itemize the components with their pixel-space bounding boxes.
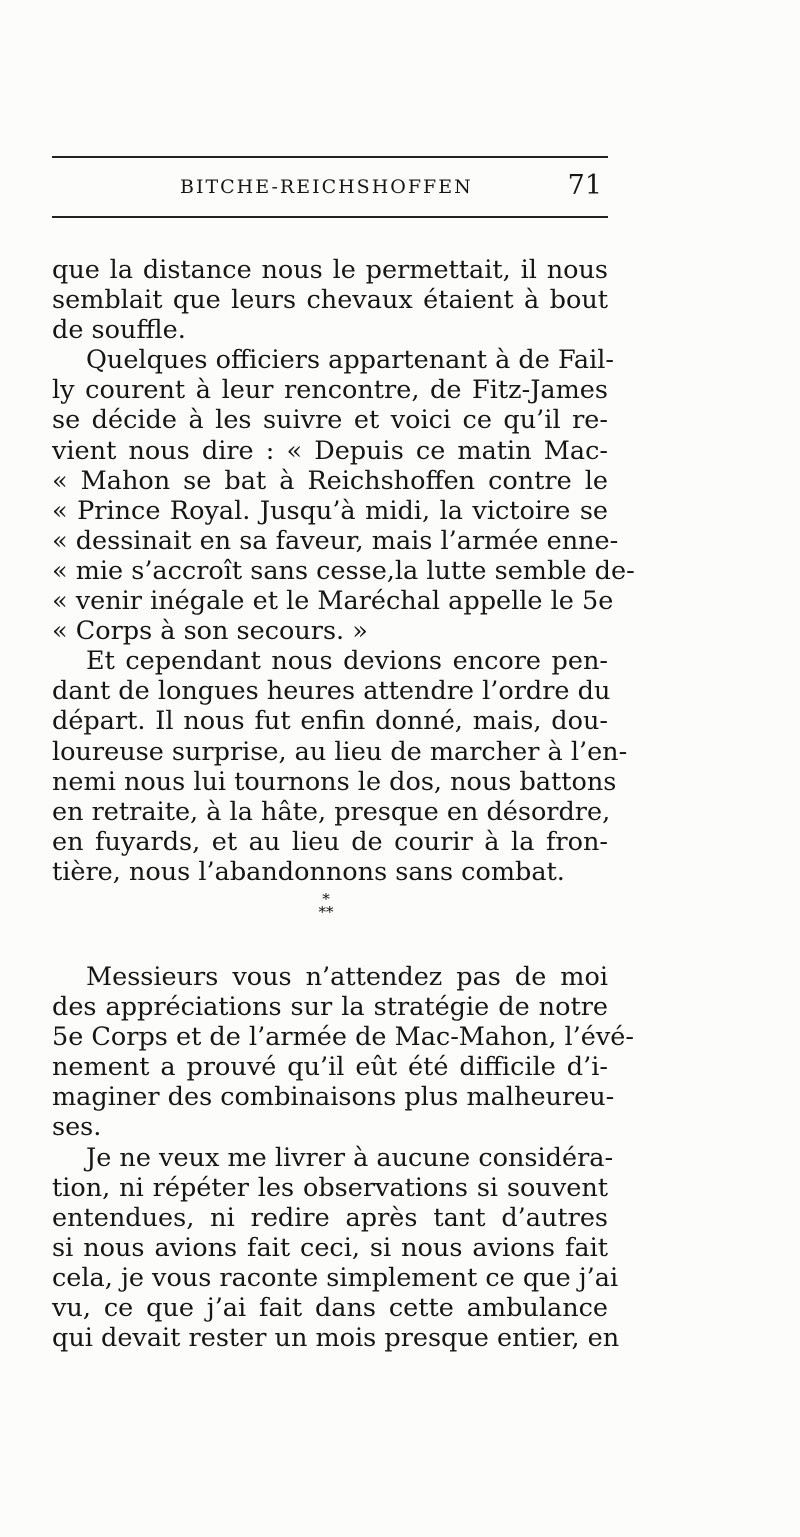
text-line: de souffle. (52, 315, 186, 346)
header-rule-top (52, 156, 608, 158)
text-line: Je ne veux me livrer à aucune considéra- (86, 1142, 614, 1173)
text-line: maginer des combinaisons plus malheureu- (52, 1082, 615, 1113)
running-title: BITCHE-REICHSHOFFEN (180, 176, 473, 198)
text-block-upper (52, 255, 635, 887)
text-line: semblait que leurs chevaux étaient à bout (52, 285, 608, 316)
text-line: des appréciations sur la stratégie de notre (52, 992, 608, 1023)
text-line: dant de longues heures attendre l’ordre du (52, 676, 611, 707)
text-line: « mie s’accroît sans cesse,la lutte semble de- (52, 555, 635, 586)
asterism-top: * (322, 890, 330, 908)
text-line: vu, ce que j’ai fait dans cette ambulance (52, 1293, 608, 1324)
text-line: « Prince Royal. Jusqu’à midi, la victoire se (52, 495, 608, 526)
asterism-separator (306, 890, 346, 933)
text-line: nemi nous lui tournons le dos, nous battons (52, 766, 617, 797)
text-line: Messieurs vous n’attendez pas de moi (86, 962, 608, 992)
asterism-bottom: ** (318, 903, 334, 921)
text-line: vient nous dire : « Depuis ce matin Mac- (52, 435, 608, 466)
text-line: en fuyards, et au lieu de courir à la fron- (52, 826, 608, 857)
text-line: que la distance nous le permettait, il nous (52, 255, 608, 285)
running-head (52, 170, 608, 204)
text-line: en retraite, à la hâte, presque en désordre, (52, 796, 611, 827)
text-line: « dessinait en sa faveur, mais l’armée enne- (52, 525, 619, 556)
text-line: se décide à les suivre et voici ce qu’il re- (52, 405, 608, 436)
page-number: 71 (567, 170, 602, 201)
text-line: « Corps à son secours. » (52, 616, 368, 647)
text-line: nement a prouvé qu’il eût été difficile d’i- (52, 1052, 608, 1083)
text-line: Quelques officiers appartenant à de Fail- (86, 345, 615, 376)
text-line: tion, ni répéter les observations si souvent (52, 1172, 608, 1203)
text-line: ses. (52, 1112, 102, 1143)
text-line: si nous avions fait ceci, si nous avions fait (52, 1232, 608, 1263)
text-line: « Mahon se bat à Reichshoffen contre le (52, 465, 608, 496)
text-line: entendues, ni redire après tant d’autres (52, 1202, 608, 1233)
text-line: loureuse surprise, au lieu de marcher à l’en- (52, 736, 628, 767)
text-block-lower (52, 962, 634, 1354)
text-line: ly courent à leur rencontre, de Fitz-James (52, 375, 608, 406)
text-line: Et cependant nous devions encore pen- (86, 646, 608, 677)
text-line: départ. Il nous fut enfin donné, mais, dou- (52, 706, 608, 737)
text-line: 5e Corps et de l’armée de Mac-Mahon, l’évé- (52, 1022, 634, 1053)
header-rule-bottom (52, 216, 608, 218)
text-line: qui devait rester un mois presque entier, en (52, 1323, 620, 1354)
text-line: « venir inégale et le Maréchal appelle le 5e (52, 586, 614, 617)
text-line: tière, nous l’abandonnons sans combat. (52, 856, 565, 887)
text-line: cela, je vous raconte simplement ce que j’ai (52, 1262, 619, 1293)
